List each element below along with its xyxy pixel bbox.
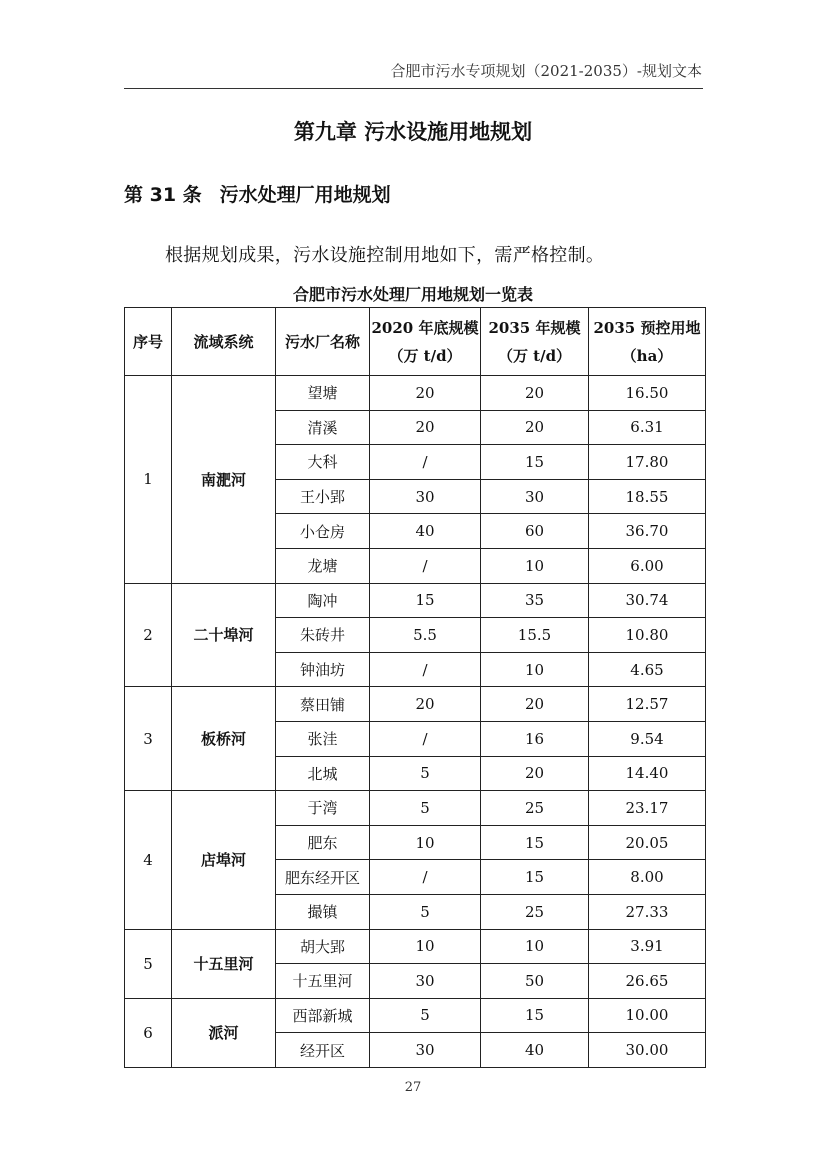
cell-scale-2020: 5 <box>370 791 481 826</box>
cell-scale-2035: 15 <box>481 825 589 860</box>
cell-plant: 张洼 <box>276 721 370 756</box>
cell-scale-2035: 20 <box>481 410 589 445</box>
header-land-unit: （ha） <box>621 346 673 365</box>
cell-land: 30.74 <box>589 583 706 618</box>
cell-scale-2035: 60 <box>481 514 589 549</box>
cell-land: 20.05 <box>589 825 706 860</box>
cell-land: 16.50 <box>589 376 706 411</box>
cell-scale-2020: / <box>370 652 481 687</box>
cell-index: 6 <box>125 998 172 1067</box>
header-scale-2020-unit: （万 t/d） <box>388 346 462 365</box>
cell-plant: 龙塘 <box>276 548 370 583</box>
cell-scale-2020: 20 <box>370 376 481 411</box>
cell-plant: 肥东 <box>276 825 370 860</box>
header-land <box>589 308 706 376</box>
cell-plant: 清溪 <box>276 410 370 445</box>
cell-scale-2035: 10 <box>481 548 589 583</box>
cell-index: 4 <box>125 791 172 929</box>
cell-scale-2020: 5 <box>370 756 481 791</box>
cell-land: 17.80 <box>589 445 706 480</box>
cell-plant: 钟油坊 <box>276 652 370 687</box>
cell-basin: 派河 <box>172 998 276 1067</box>
cell-scale-2035: 20 <box>481 756 589 791</box>
article-title: 污水处理厂用地规划 <box>219 184 391 206</box>
cell-scale-2020: 10 <box>370 825 481 860</box>
cell-index: 3 <box>125 687 172 791</box>
header-land-line1: 2035 预控用地 <box>593 318 701 337</box>
cell-scale-2020: / <box>370 445 481 480</box>
table-row <box>125 929 706 964</box>
cell-land: 14.40 <box>589 756 706 791</box>
cell-land: 26.65 <box>589 964 706 999</box>
table-body <box>125 376 706 1068</box>
table-row <box>125 376 706 411</box>
cell-land: 6.31 <box>589 410 706 445</box>
cell-plant: 王小郢 <box>276 479 370 514</box>
cell-plant: 大科 <box>276 445 370 480</box>
cell-plant: 撮镇 <box>276 894 370 929</box>
cell-basin: 十五里河 <box>172 929 276 998</box>
table-row <box>125 583 706 618</box>
cell-plant: 北城 <box>276 756 370 791</box>
cell-index: 2 <box>125 583 172 687</box>
cell-scale-2020: 5 <box>370 998 481 1033</box>
cell-land: 18.55 <box>589 479 706 514</box>
body-paragraph: 根据规划成果，污水设施控制用地如下，需严格控制。 <box>165 245 605 266</box>
cell-plant: 胡大郢 <box>276 929 370 964</box>
land-plan-table <box>124 307 706 1068</box>
cell-scale-2035: 10 <box>481 929 589 964</box>
cell-land: 10.80 <box>589 618 706 653</box>
cell-basin: 板桥河 <box>172 687 276 791</box>
header-scale-2020-line1: 2020 年底规模 <box>371 318 479 337</box>
page-number: 27 <box>404 1080 422 1095</box>
table-row <box>125 687 706 722</box>
cell-plant: 朱砖井 <box>276 618 370 653</box>
cell-plant: 经开区 <box>276 1033 370 1068</box>
cell-scale-2035: 15.5 <box>481 618 589 653</box>
cell-scale-2035: 50 <box>481 964 589 999</box>
cell-index: 1 <box>125 376 172 584</box>
cell-plant: 西部新城 <box>276 998 370 1033</box>
header-divider <box>124 88 703 89</box>
cell-scale-2035: 30 <box>481 479 589 514</box>
cell-scale-2020: / <box>370 860 481 895</box>
cell-plant: 十五里河 <box>276 964 370 999</box>
cell-scale-2020: / <box>370 548 481 583</box>
cell-basin: 南淝河 <box>172 376 276 584</box>
cell-scale-2035: 20 <box>481 687 589 722</box>
cell-land: 23.17 <box>589 791 706 826</box>
table-row <box>125 998 706 1033</box>
cell-land: 10.00 <box>589 998 706 1033</box>
article-heading <box>124 180 391 207</box>
cell-land: 3.91 <box>589 929 706 964</box>
cell-scale-2035: 15 <box>481 445 589 480</box>
cell-land: 30.00 <box>589 1033 706 1068</box>
chapter-title: 第九章 污水设施用地规划 <box>293 120 533 144</box>
cell-plant: 小仓房 <box>276 514 370 549</box>
cell-scale-2020: 40 <box>370 514 481 549</box>
cell-land: 27.33 <box>589 894 706 929</box>
header-index: 序号 <box>125 308 172 376</box>
cell-plant: 望塘 <box>276 376 370 411</box>
cell-basin: 店埠河 <box>172 791 276 929</box>
cell-scale-2020: 15 <box>370 583 481 618</box>
cell-land: 8.00 <box>589 860 706 895</box>
cell-scale-2020: 5 <box>370 894 481 929</box>
table-caption: 合肥市污水处理厂用地规划一览表 <box>292 285 533 304</box>
cell-plant: 肥东经开区 <box>276 860 370 895</box>
cell-scale-2035: 16 <box>481 721 589 756</box>
cell-scale-2020: 30 <box>370 479 481 514</box>
cell-land: 9.54 <box>589 721 706 756</box>
cell-scale-2035: 15 <box>481 998 589 1033</box>
cell-plant: 于湾 <box>276 791 370 826</box>
header-scale-2020 <box>370 308 481 376</box>
header-plant: 污水厂名称 <box>276 308 370 376</box>
cell-scale-2020: / <box>370 721 481 756</box>
cell-scale-2035: 35 <box>481 583 589 618</box>
cell-plant: 蔡田铺 <box>276 687 370 722</box>
header-scale-2035 <box>481 308 589 376</box>
cell-scale-2020: 20 <box>370 410 481 445</box>
table-row <box>125 791 706 826</box>
cell-land: 12.57 <box>589 687 706 722</box>
page-header: 合肥市污水专项规划（2021-2035）-规划文本 <box>390 62 702 80</box>
cell-scale-2035: 15 <box>481 860 589 895</box>
cell-scale-2020: 30 <box>370 964 481 999</box>
cell-scale-2020: 10 <box>370 929 481 964</box>
cell-scale-2020: 30 <box>370 1033 481 1068</box>
cell-scale-2035: 20 <box>481 376 589 411</box>
cell-scale-2020: 20 <box>370 687 481 722</box>
cell-land: 4.65 <box>589 652 706 687</box>
cell-scale-2035: 40 <box>481 1033 589 1068</box>
cell-scale-2035: 10 <box>481 652 589 687</box>
cell-scale-2035: 25 <box>481 894 589 929</box>
article-number: 第 31 条 <box>124 184 202 206</box>
cell-land: 6.00 <box>589 548 706 583</box>
header-scale-2035-line1: 2035 年规模 <box>488 318 581 337</box>
header-basin: 流域系统 <box>172 308 276 376</box>
cell-index: 5 <box>125 929 172 998</box>
cell-basin: 二十埠河 <box>172 583 276 687</box>
cell-scale-2020: 5.5 <box>370 618 481 653</box>
cell-scale-2035: 25 <box>481 791 589 826</box>
header-scale-2035-unit: （万 t/d） <box>497 346 572 365</box>
cell-plant: 陶冲 <box>276 583 370 618</box>
cell-land: 36.70 <box>589 514 706 549</box>
table-header-row <box>125 308 706 376</box>
